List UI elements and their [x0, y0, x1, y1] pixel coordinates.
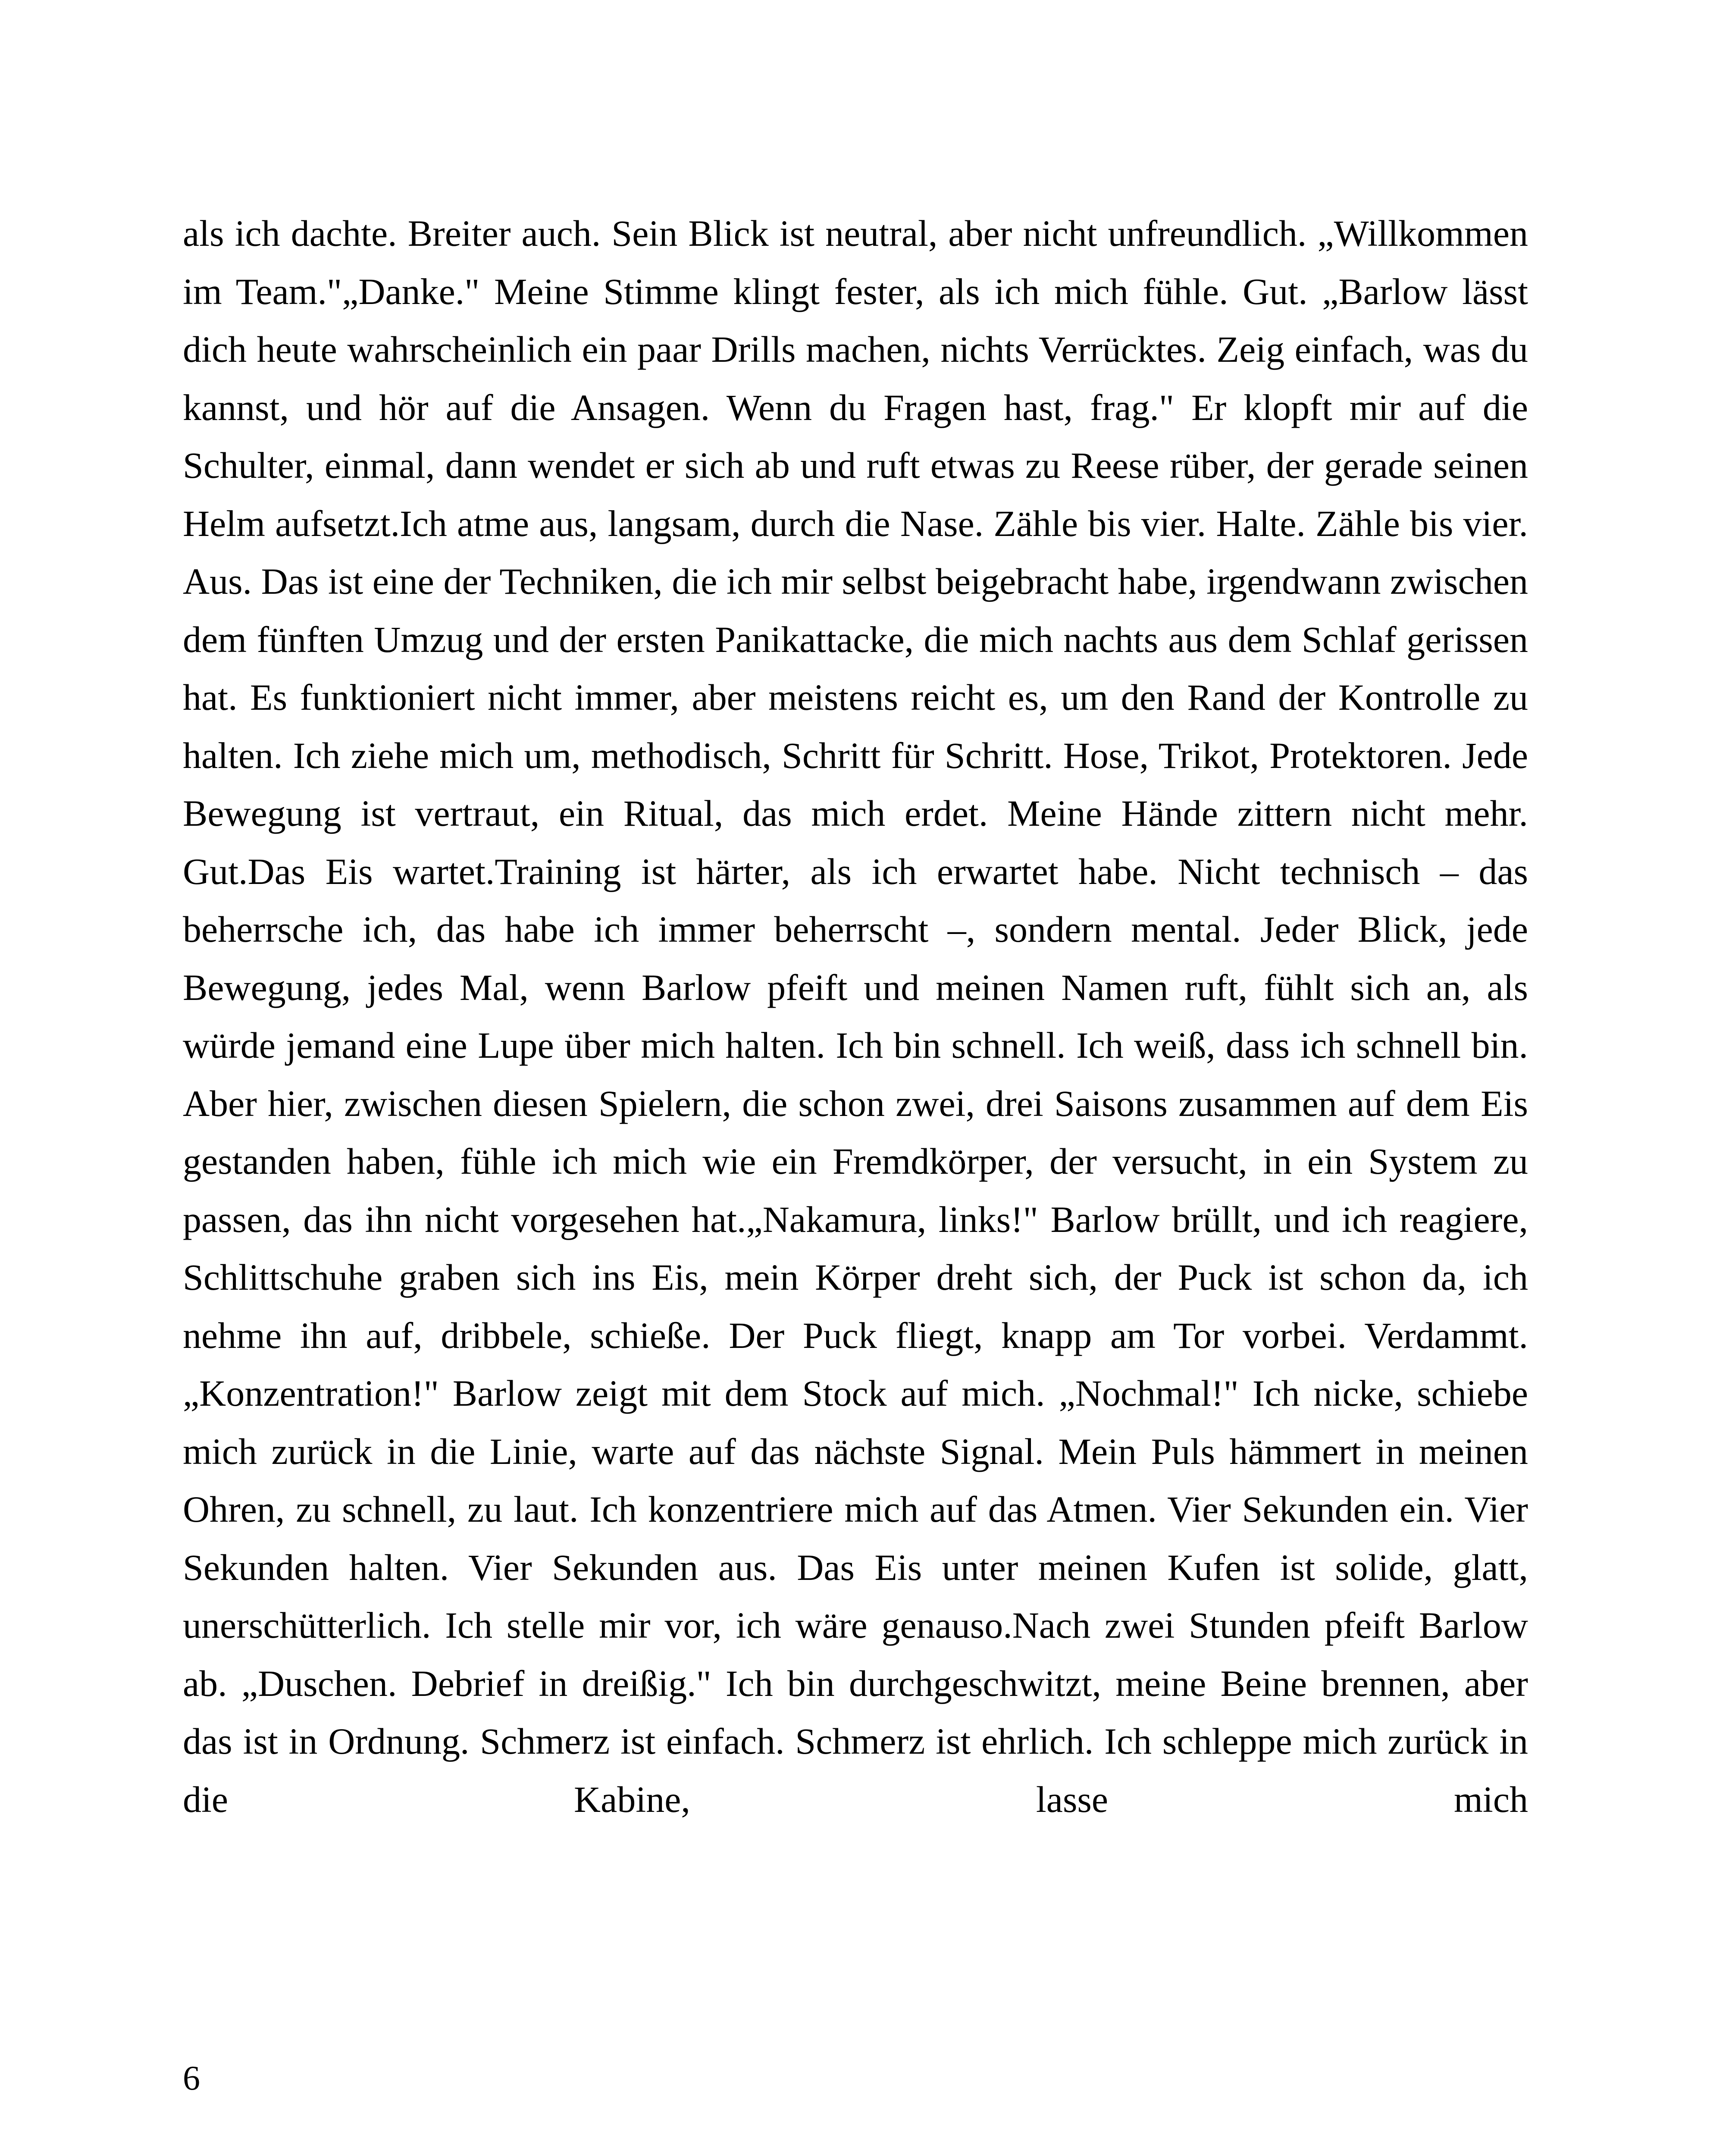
body-text: als ich dachte. Breiter auch. Sein Blick ist neutral, aber nicht unfreundlich. „Willkommen im Team."„Danke." Meine Stimme klingt fester, als ich mich fühle. Gut. „Barlow lässt dich heute wahrscheinlich ein paar Drills machen, nichts Verrücktes. Zeig einfach, was du kannst, und hör auf die Ansagen. Wenn du Fragen hast, frag." Er klopft mir auf die Schulter, einmal, dann wendet er sich ab und ruft etwas zu Reese rüber, der gerade seinen Helm aufsetzt.Ich atme aus, langsam, durch die Nase. Zähle bis vier. Halte. Zähle bis vier. Aus. Das ist eine der Techniken, die ich mir selbst beigebracht habe, irgendwann zwischen dem fünften Umzug und der ersten Panikattacke, die mich nachts aus dem Schlaf gerissen hat. Es funktioniert nicht immer, aber meistens reicht es, um den Rand der Kontrolle zu halten. Ich ziehe mich um, methodisch, Schritt für Schritt. Hose, Trikot, Protektoren. Jede Bewegung ist vertraut, ein Ritual, das mich erdet. Meine Hände zittern nicht mehr. Gut.Das Eis wartet.Training ist härter, als ich erwartet habe. Nicht technisch – das beherrsche ich, das habe ich immer beherrscht –, sondern mental. Jeder Blick, jede Bewegung, jedes Mal, wenn Barlow pfeift und meinen Namen ruft, fühlt sich an, als würde jemand eine Lupe über mich halten. Ich bin schnell. Ich weiß, dass ich schnell bin. Aber hier, zwischen diesen Spielern, die schon zwei, drei Saisons zusammen auf dem Eis gestanden haben, fühle ich mich wie ein Fremdkörper, der versucht, in ein System zu passen, das ihn nicht vorgesehen hat.„Nakamura, links!" Barlow brüllt, und ich reagiere, Schlittschuhe graben sich ins Eis, mein Körper dreht sich, der Puck ist schon da, ich nehme ihn auf, dribbele, schieße. Der Puck fliegt, knapp am Tor vorbei. Verdammt. „Konzentration!" Barlow zeigt mit dem Stock auf mich. „Nochmal!" Ich nicke, schiebe mich zurück in die Linie, warte auf das nächste Signal. Mein Puls hämmert in meinen Ohren, zu schnell, zu laut. Ich konzentriere mich auf das Atmen. Vier Sekunden ein. Vier Sekunden halten. Vier Sekunden aus. Das Eis unter meinen Kufen ist solide, glatt, unerschütterlich. Ich stelle mir vor, ich wäre genauso.Nach zwei Stunden pfeift Barlow ab. „Duschen. Debrief in dreißig." Ich bin durchgeschwitzt, meine Beine brennen, aber das ist in Ordnung. Schmerz ist einfach. Schmerz ist ehrlich. Ich schleppe mich zurück in die Kabine, lasse mich: [183, 213, 1528, 1820]
page-number: 6: [183, 2059, 200, 2097]
